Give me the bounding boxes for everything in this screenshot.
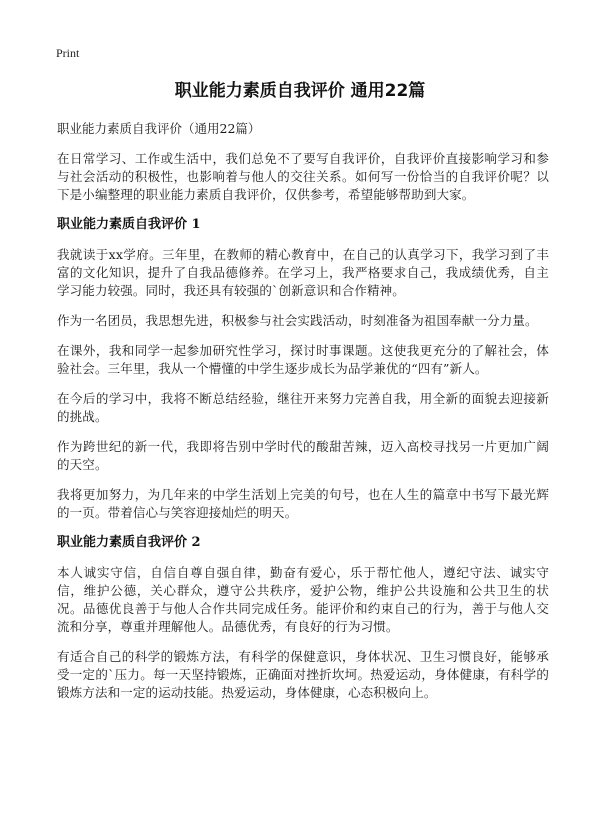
section-paragraph: 在课外，我和同学一起参加研究性学习，探讨时事课题。这使我更充分的了解社会，体验社会。三年里，我从一个懵懂的中学生逐步成长为品学兼优的“四有”新人。 [57,343,549,376]
section-paragraph: 作为跨世纪的新一代，我即将告别中学时代的酸甜苦辣，迈入高校寻找另一片更加广阔的天空。 [57,439,549,472]
print-link[interactable]: Print [56,46,80,60]
article-body [57,120,549,714]
section-paragraph: 我将更加努力，为几年来的中学生活划上完美的句号，也在人生的篇章中书写下最光辉的一页。带着信心与笑容迎接灿烂的明天。 [57,487,549,520]
article-subtitle: 职业能力素质自我评价（通用22篇） [57,121,261,136]
section-paragraph: 我就读于xx学府。三年里，在教师的精心教育中，在自己的认真学习下，我学习到了丰富的文化知识，提升了自我品德修养。在学习上，我严格要求自己，我成绩优秀，自主学习能力较强。同时，我还具有较强的`创新意识和合作精神。 [57,247,549,298]
section-paragraph: 在今后的学习中，我将不断总结经验，继往开来努力完善自我，用全新的面貌去迎接新的挑战。 [57,391,549,424]
section-paragraph: 有适合自己的科学的锻炼方法，有科学的保健意识，身体状况、卫生习惯良好，能够承受一定的`压力。每一天坚持锻炼，正确面对挫折坎坷。热爱运动，身体健康，有科学的锻炼方法和一定的运动技能。热爱运动，身体健康，心态积极向上。 [57,649,549,700]
section-paragraph: 作为一名团员，我思想先进，积极参与社会实践活动，时刻准备为祖国奉献一分力量。 [57,313,538,328]
page-title: 职业能力素质自我评价 通用22篇 [174,81,426,101]
intro-paragraph: 在日常学习、工作或生活中，我们总免不了要写自我评价，自我评价直接影响学习和参与社会活动的积极性，也影响着与他人的交往关系。如何写一份恰当的自我评价呢？以下是小编整理的职业能力素质自我评价，仅供参考，希望能够帮助到大家。 [57,151,549,202]
section-paragraph: 本人诚实守信，自信自尊自强自律，勤奋有爱心，乐于帮忙他人，遵纪守法、诚实守信，维护公德，关心群众，遵守公共秩序，爱护公物，维护公共设施和公共卫生的状况。品德优良善于与他人合作共同完成任务。能评价和约束自己的行为，善于与他人交流和分享，尊重并理解他人。品德优秀，有良好的行为习惯。 [57,565,549,634]
section-heading: 职业能力素质自我评价 2 [57,535,201,550]
section-heading: 职业能力素质自我评价 1 [57,217,201,232]
